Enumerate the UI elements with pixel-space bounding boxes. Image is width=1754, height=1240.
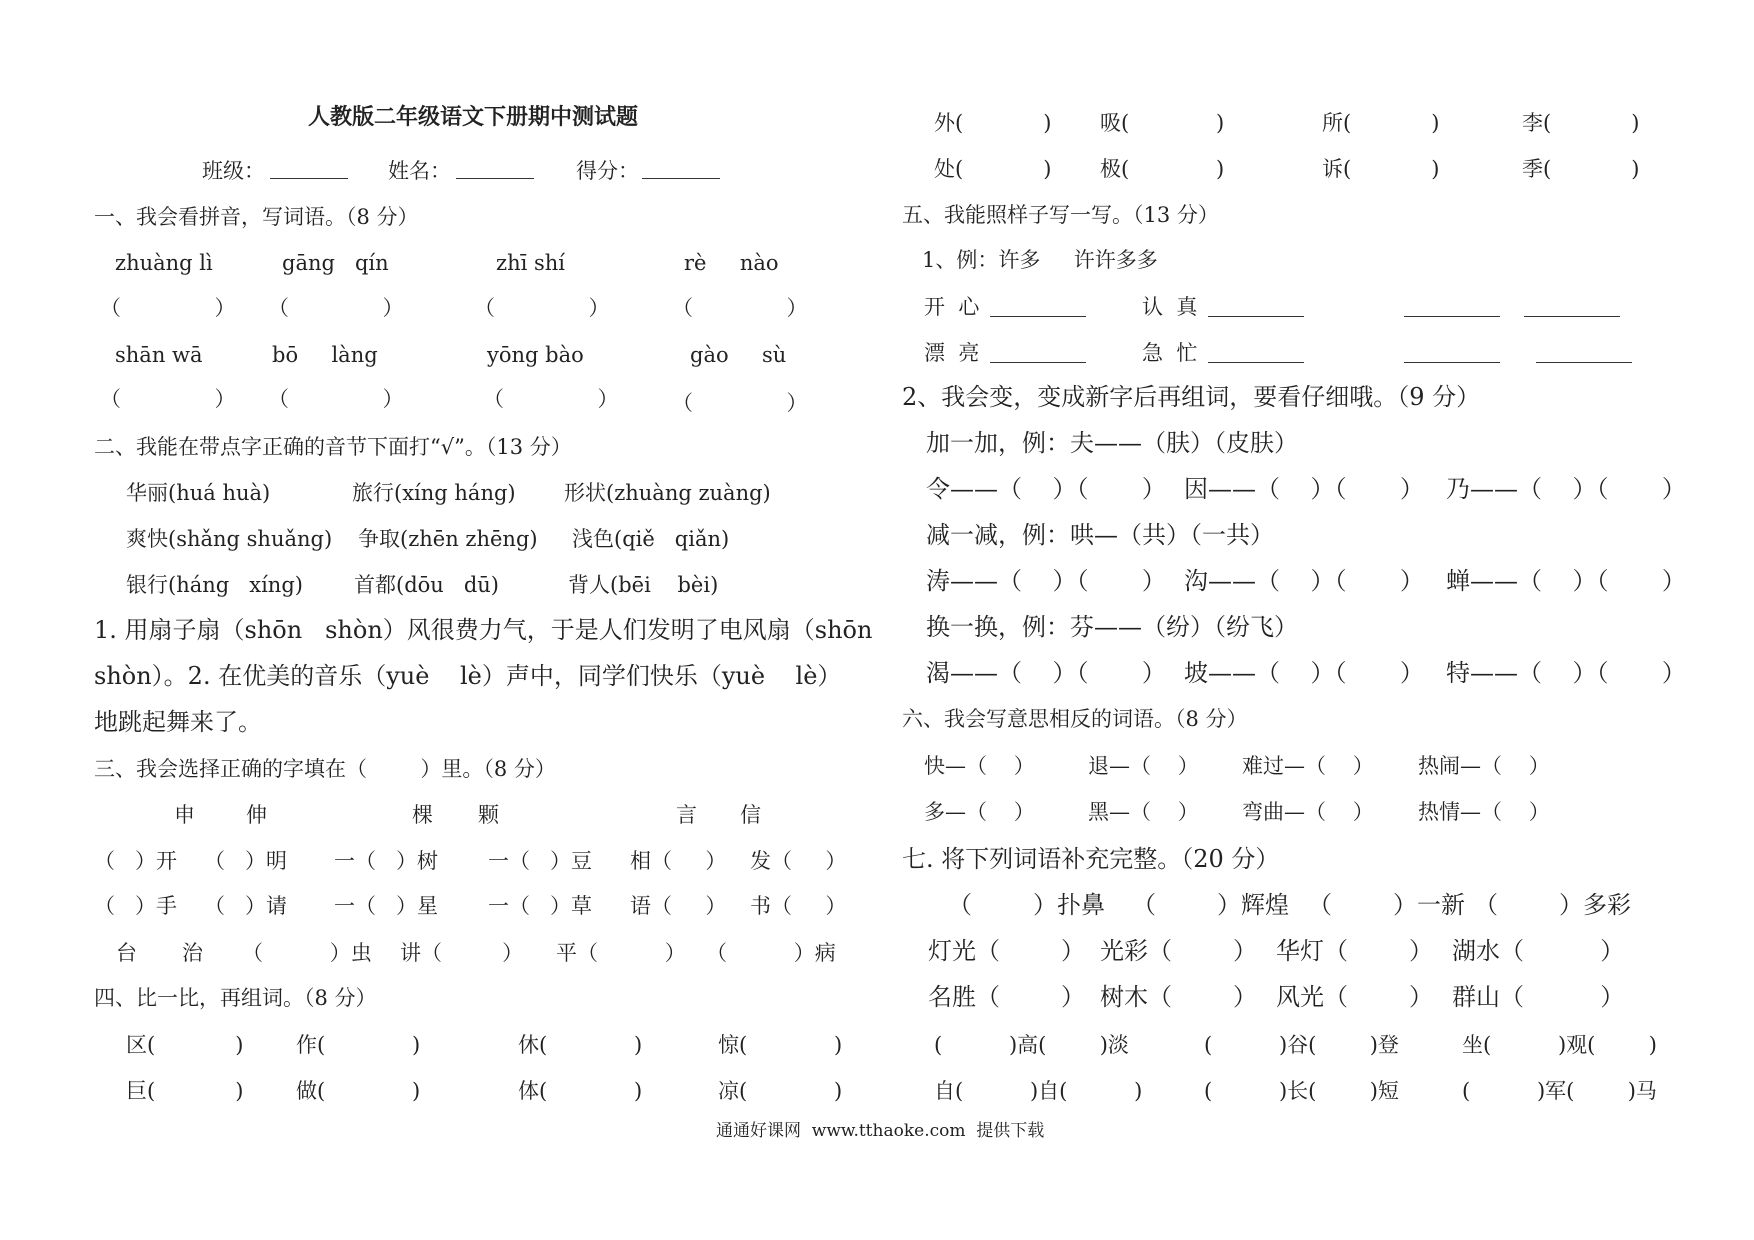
fill-item[interactable]: 讲（ ） [400, 941, 524, 965]
page-title: 人教版二年级语文下册期中测试题 [308, 104, 639, 130]
fill-item[interactable]: 蝉——（ ）（ ） [1446, 567, 1686, 595]
word-label: 漂 亮 [924, 341, 980, 365]
answer-blank[interactable]: （ ） [100, 296, 236, 320]
choice-item[interactable]: 浅色(qiě qiǎn) [572, 527, 730, 551]
answer-line[interactable] [1208, 296, 1304, 317]
compare-item[interactable]: 诉( ) [1322, 157, 1440, 181]
word-label: 急 忙 [1142, 341, 1198, 365]
section3-heading: 三、我会选择正确的字填在（ ）里。（8 分） [94, 757, 556, 781]
fill-item[interactable]: （ ）病 [706, 941, 836, 965]
idiom-item[interactable]: （ ）多彩 [1474, 891, 1632, 919]
answer-line[interactable] [1524, 296, 1620, 317]
choice-char: 信 [740, 803, 761, 827]
choice-char: 台 [116, 941, 137, 965]
example-line: 换一换，例：芬——（纷）（纷飞） [926, 613, 1298, 641]
compare-item[interactable]: 吸( ) [1100, 111, 1225, 135]
idiom-item[interactable]: （ ）扑鼻 [948, 891, 1106, 919]
idiom-item[interactable]: 坐( )观( ) [1462, 1033, 1657, 1057]
idiom-item[interactable]: （ ）辉煌 [1132, 891, 1290, 919]
pinyin-item: zhī shí [496, 251, 565, 275]
example-line: 1、例：许多 许许多多 [922, 248, 1158, 272]
antonym-item[interactable]: 热情—（ ） [1418, 800, 1550, 824]
compare-item[interactable]: 休( ) [518, 1033, 643, 1057]
class-label: 班级： [202, 159, 265, 183]
choice-char: 言 [676, 803, 697, 827]
fill-item[interactable]: 坡——（ ）（ ） [1184, 659, 1424, 687]
answer-line[interactable] [1404, 342, 1500, 363]
fill-item[interactable]: 乃——（ ）（ ） [1446, 475, 1686, 503]
pinyin-item: zhuàng lì [115, 251, 213, 275]
choice-char: 治 [182, 941, 203, 965]
idiom-item[interactable]: 名胜（ ） [928, 983, 1086, 1011]
fill-item[interactable]: 书（ ） [750, 894, 847, 918]
answer-line[interactable] [1404, 296, 1500, 317]
compare-item[interactable]: 处( ) [934, 157, 1052, 181]
antonym-item[interactable]: 热闹—（ ） [1418, 754, 1550, 778]
pinyin-item: gāng qín [282, 251, 389, 275]
fill-item[interactable]: （ ）请 [204, 894, 288, 918]
fill-item[interactable]: （ ）虫 [242, 941, 372, 965]
fill-item[interactable]: （ ）开 [94, 849, 178, 873]
choice-item[interactable]: 爽快(shǎng shuǎng) [126, 527, 333, 551]
subsection-heading: 2、我会变，变成新字后再组词，要看仔细哦。（9 分） [902, 383, 1481, 411]
fill-item[interactable]: 一（ ）树 [334, 849, 439, 873]
fill-item[interactable]: 一（ ）星 [334, 894, 439, 918]
pinyin-item: bō làng [272, 343, 378, 367]
score-label: 得分： [576, 159, 639, 183]
compare-item[interactable]: 所( ) [1322, 111, 1440, 135]
idiom-item[interactable]: ( )军( )马 [1462, 1079, 1657, 1103]
section6-heading: 六、我会写意思相反的词语。（8 分） [902, 707, 1248, 731]
answer-blank[interactable]: （ ） [483, 387, 619, 411]
compare-item[interactable]: 作( ) [296, 1033, 421, 1057]
footer-text: 通通好课网 www.tthaoke.com 提供下载 [716, 1121, 1045, 1141]
fill-item[interactable]: 特——（ ）（ ） [1446, 659, 1686, 687]
idiom-item[interactable]: 华灯（ ） [1276, 937, 1434, 965]
choice-char: 棵 [412, 803, 433, 827]
answer-line[interactable] [990, 342, 1086, 363]
idiom-item[interactable]: （ ）一新 [1308, 891, 1466, 919]
idiom-item[interactable]: ( )谷( )登 [1204, 1033, 1399, 1057]
answer-blank[interactable]: （ ） [268, 387, 404, 411]
compare-item[interactable]: 巨( ) [126, 1079, 244, 1103]
example-line: 加一加，例：夫——（肤）（皮肤） [926, 429, 1298, 457]
answer-line[interactable] [1208, 342, 1304, 363]
choice-item[interactable]: 形状(zhuàng zuàng) [564, 481, 771, 505]
compare-item[interactable]: 做( ) [296, 1079, 421, 1103]
idiom-item[interactable]: 湖水（ ） [1452, 937, 1625, 965]
score-field[interactable] [642, 158, 720, 179]
idiom-item[interactable]: 风光（ ） [1276, 983, 1434, 1011]
name-field[interactable] [456, 158, 534, 179]
fill-item[interactable]: 发（ ） [750, 849, 847, 873]
fill-item[interactable]: 因——（ ）（ ） [1184, 475, 1424, 503]
pinyin-item: rè nào [684, 251, 779, 275]
choice-item[interactable]: 旅行(xíng háng) [352, 481, 516, 505]
fill-item[interactable]: （ ）明 [204, 849, 288, 873]
paragraph-line: shòn）。2. 在优美的音乐（yuè lè）声中，同学们快乐（yuè lè） [94, 662, 842, 690]
antonym-item[interactable]: 难过—（ ） [1242, 754, 1374, 778]
compare-item[interactable]: 区( ) [126, 1033, 244, 1057]
fill-item[interactable]: 一（ ）草 [488, 894, 593, 918]
idiom-item[interactable]: 光彩（ ） [1100, 937, 1258, 965]
fill-item[interactable]: 相（ ） [630, 849, 727, 873]
fill-item[interactable]: 渴——（ ）（ ） [926, 659, 1166, 687]
answer-blank[interactable]: （ ） [672, 296, 808, 320]
name-label: 姓名： [388, 159, 451, 183]
fill-item[interactable]: 一（ ）豆 [488, 849, 593, 873]
section1-heading: 一、我会看拼音，写词语。（8 分） [94, 205, 419, 229]
section4-heading: 四、比一比，再组词。（8 分） [94, 986, 377, 1010]
answer-blank[interactable]: （ ） [672, 391, 808, 415]
antonym-item[interactable]: 弯曲—（ ） [1242, 800, 1374, 824]
choice-item[interactable]: 背人(bēi bèi) [568, 573, 719, 597]
section7-heading: 七. 将下列词语补充完整。（20 分） [902, 845, 1280, 873]
compare-item[interactable]: 体( ) [518, 1079, 643, 1103]
pinyin-item: shān wā [115, 343, 203, 367]
choice-item[interactable]: 银行(háng xíng) [126, 573, 303, 597]
pinyin-item: gào sù [690, 343, 787, 367]
class-field[interactable] [270, 158, 348, 179]
compare-item[interactable]: 李( ) [1522, 111, 1640, 135]
compare-item[interactable]: 极( ) [1100, 157, 1225, 181]
idiom-item[interactable]: 灯光（ ） [928, 937, 1086, 965]
choice-char: 颗 [478, 803, 499, 827]
answer-blank[interactable]: （ ） [268, 296, 404, 320]
section5-heading: 五、我能照样子写一写。（13 分） [902, 203, 1219, 227]
idiom-item[interactable]: 树木（ ） [1100, 983, 1258, 1011]
idiom-item[interactable]: ( )高( )淡 [934, 1033, 1129, 1057]
fill-item[interactable]: 语（ ） [630, 894, 727, 918]
fill-item[interactable]: 沟——（ ）（ ） [1184, 567, 1424, 595]
fill-item[interactable]: 平（ ） [556, 941, 686, 965]
choice-item[interactable]: 争取(zhēn zhēng) [358, 527, 538, 551]
compare-item[interactable]: 惊( ) [718, 1033, 843, 1057]
antonym-item[interactable]: 黑—（ ） [1088, 800, 1199, 824]
answer-blank[interactable]: （ ） [100, 387, 236, 411]
choice-item[interactable]: 首都(dōu dū) [354, 573, 499, 597]
fill-item[interactable]: 令——（ ）（ ） [926, 475, 1166, 503]
answer-line[interactable] [990, 296, 1086, 317]
answer-blank[interactable]: （ ） [474, 296, 610, 320]
answer-line[interactable] [1536, 342, 1632, 363]
choice-char: 申 [174, 803, 195, 827]
idiom-item[interactable]: 群山（ ） [1452, 983, 1625, 1011]
paragraph-line: 地跳起舞来了。 [94, 708, 262, 736]
idiom-item[interactable]: ( )长( )短 [1204, 1079, 1399, 1103]
fill-item[interactable]: （ ）手 [94, 894, 178, 918]
antonym-item[interactable]: 多—（ ） [924, 800, 1035, 824]
pinyin-item: yōng bào [487, 343, 584, 367]
compare-item[interactable]: 外( ) [934, 111, 1052, 135]
choice-item[interactable]: 华丽(huá huà) [126, 481, 271, 505]
antonym-item[interactable]: 快—（ ） [924, 754, 1035, 778]
example-line: 减一减，例：哄—（共）（一共） [926, 521, 1274, 549]
fill-item[interactable]: 涛——（ ）（ ） [926, 567, 1166, 595]
paragraph-line: 1. 用扇子扇（shōn shòn）风很费力气，于是人们发明了电风扇（shōn [94, 616, 873, 644]
choice-char: 伸 [246, 803, 267, 827]
word-label: 认 真 [1142, 295, 1198, 319]
compare-item[interactable]: 季( ) [1522, 157, 1640, 181]
section2-heading: 二、我能在带点字正确的音节下面打“√”。（13 分） [94, 435, 572, 459]
idiom-item[interactable]: 自( )自( ) [934, 1079, 1143, 1103]
word-label: 开 心 [924, 295, 980, 319]
antonym-item[interactable]: 退—（ ） [1088, 754, 1199, 778]
compare-item[interactable]: 凉( ) [718, 1079, 843, 1103]
